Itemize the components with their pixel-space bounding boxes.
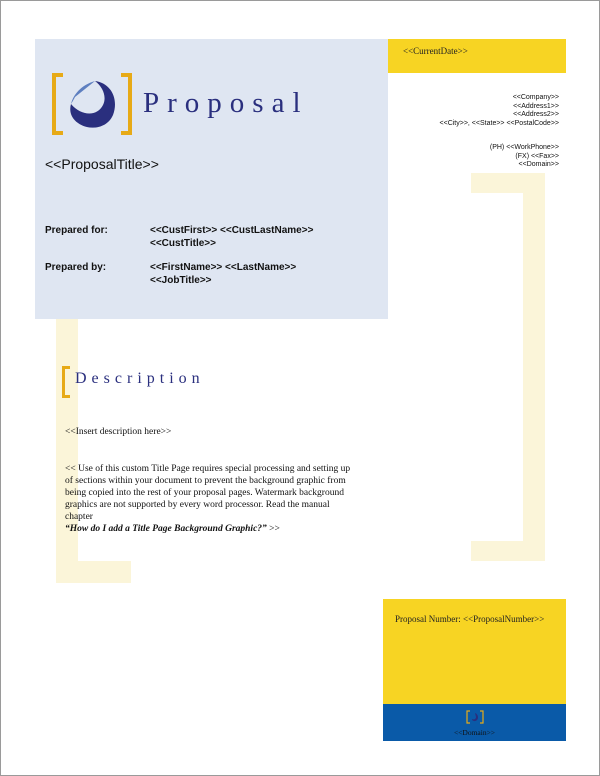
footer-logo-icon <box>466 710 484 724</box>
company-name: <<Company>> <box>512 94 559 101</box>
description-bracket-icon <box>62 366 70 398</box>
footer-domain: <<Domain>> <box>453 728 496 737</box>
company-logo-icon <box>51 71 133 137</box>
prepared-for-title: <<CustTitle>> <box>150 238 216 249</box>
manual-chapter-title: “How do I add a Title Page Background Graphic?” <box>65 524 267 534</box>
watermark-bracket-right <box>523 176 545 561</box>
current-date-box <box>388 39 566 73</box>
watermark-bracket-right-bottom <box>471 541 545 561</box>
description-placeholder: <<Insert description here>> <box>65 427 172 437</box>
city-state-postal: <<City>>, <<State>> <<PostalCode>> <box>439 119 559 127</box>
document-title: Proposal <box>143 87 309 119</box>
company-domain: <<Domain>> <box>518 161 559 169</box>
current-date: <<CurrentDate>> <box>403 46 468 56</box>
prepared-by-name: <<FirstName>> <<LastName>> <box>150 262 297 273</box>
company-address <box>440 94 559 128</box>
proposal-number-box <box>383 599 566 704</box>
work-phone: (PH) <<WorkPhone>> <box>489 144 559 151</box>
proposal-number: Proposal Number: <<ProposalNumber>> <box>395 614 545 624</box>
prepared-by-title: <<JobTitle>> <box>150 275 212 286</box>
address-line-1: <<Address1>> <box>513 102 559 110</box>
proposal-title: <<ProposalTitle>> <box>45 156 159 172</box>
watermark-bracket-left-bottom <box>56 561 131 583</box>
description-body <box>65 463 355 535</box>
prepared-for-value <box>150 224 313 250</box>
address-line-2: <<Address2>> <box>513 111 559 119</box>
prepared-by-value <box>150 261 296 287</box>
prepared-by-label: Prepared by: <box>45 262 107 273</box>
footer-band <box>383 704 566 741</box>
description-body-text: << Use of this custom Title Page requires special processing and setting up of sections within your document to prevent the background graphic from being copied into the rest of your proposal pages. Watermark background graphics are not supported by every word processor. Read the manual chapter <box>65 464 351 522</box>
fax-number: (FX) <<Fax>> <box>515 152 559 160</box>
company-contact <box>490 144 559 170</box>
prepared-for-name: <<CustFirst>> <<CustLastName>> <box>150 225 314 236</box>
prepared-for-label: Prepared for: <box>45 225 108 236</box>
description-body-close: >> <box>266 524 280 534</box>
description-heading: Description <box>75 370 205 387</box>
watermark-bracket-right-top <box>471 173 545 193</box>
